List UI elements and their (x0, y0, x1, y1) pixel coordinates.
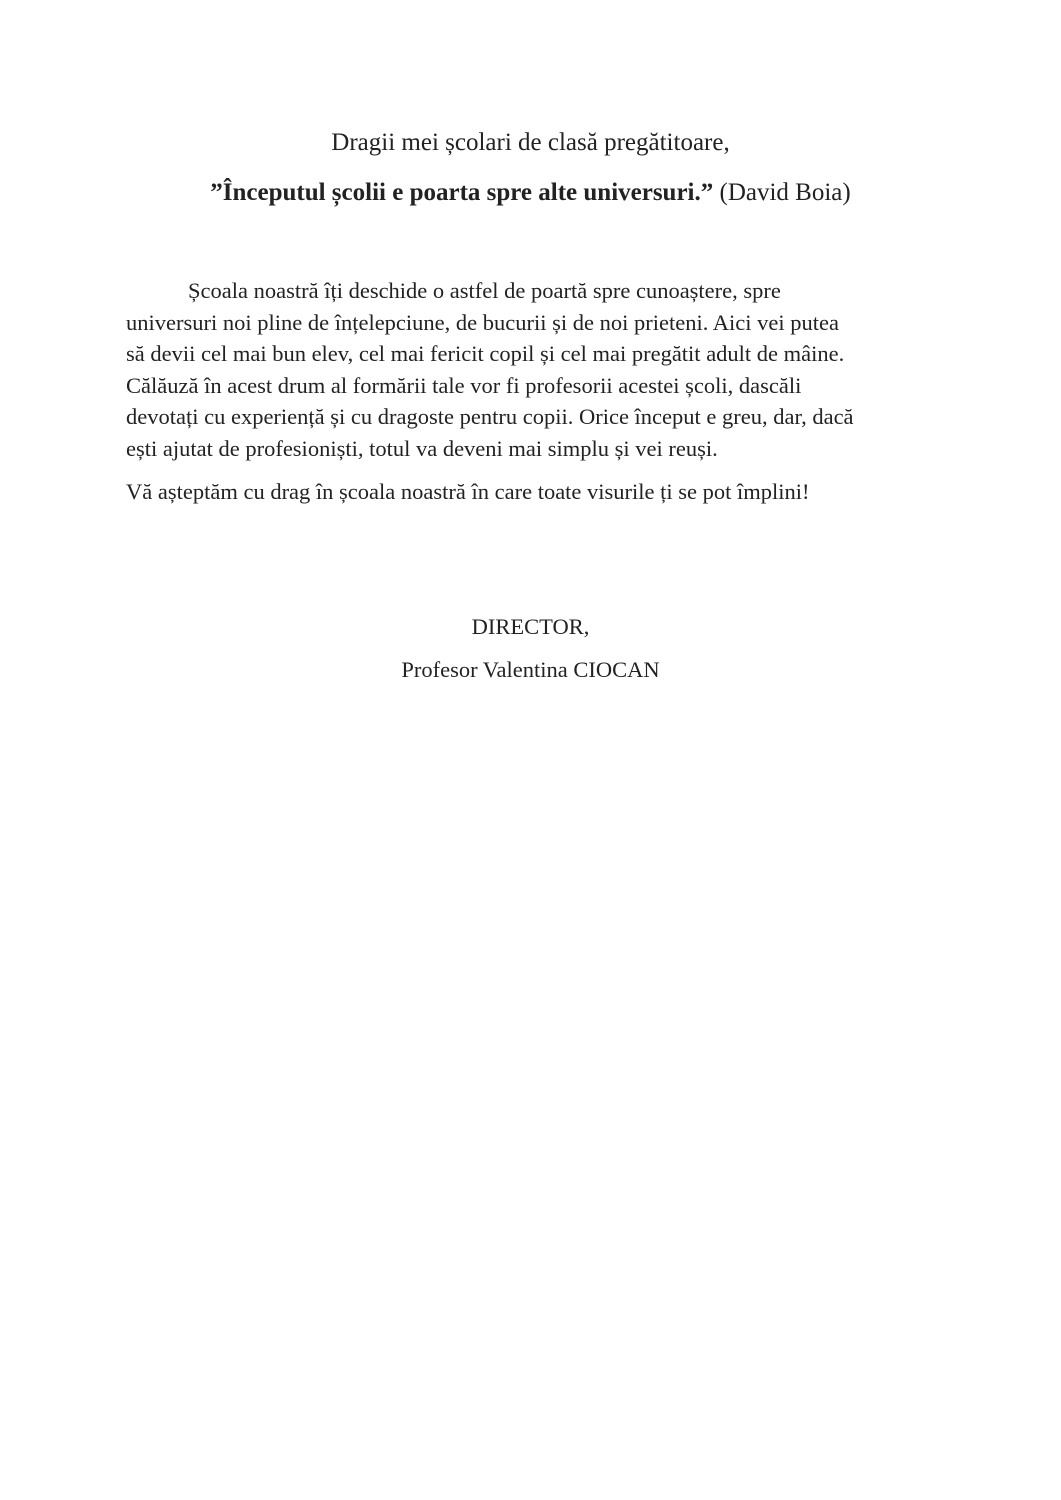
quote-author: (David Boia) (713, 179, 851, 206)
signature-title: DIRECTOR, (471, 614, 590, 639)
quote-text: ”Începutul școlii e poarta spre alte universuri.” (210, 179, 714, 206)
signature-name: Profesor Valentina CIOCAN (401, 657, 660, 682)
letter-closing: Vă așteptăm cu drag în școala noastră în care toate visurile ți se pot împlini! (126, 479, 810, 504)
letter-greeting: Dragii mei școlari de clasă pregătitoare, (331, 129, 730, 156)
motto-quote (0, 177, 1061, 209)
letter-body-paragraph: Școala noastră îți deschide o astfel de poartă spre cunoaștere, spre universuri noi pline de înțelepciune, de bucurii și de noi prieteni. Aici vei putea să devii cel mai bun elev, cel mai fericit copil și cel mai pregătit adult de mâine. Călăuză în acest drum al formării tale vor fi profesorii acestei școli, dascăli devotați cu experiență și cu dragoste pentru copii. Orice început e greu, dar, dacă ești ajutat de profesioniști, totul va deveni mai simplu și vei reuși. (126, 278, 854, 461)
